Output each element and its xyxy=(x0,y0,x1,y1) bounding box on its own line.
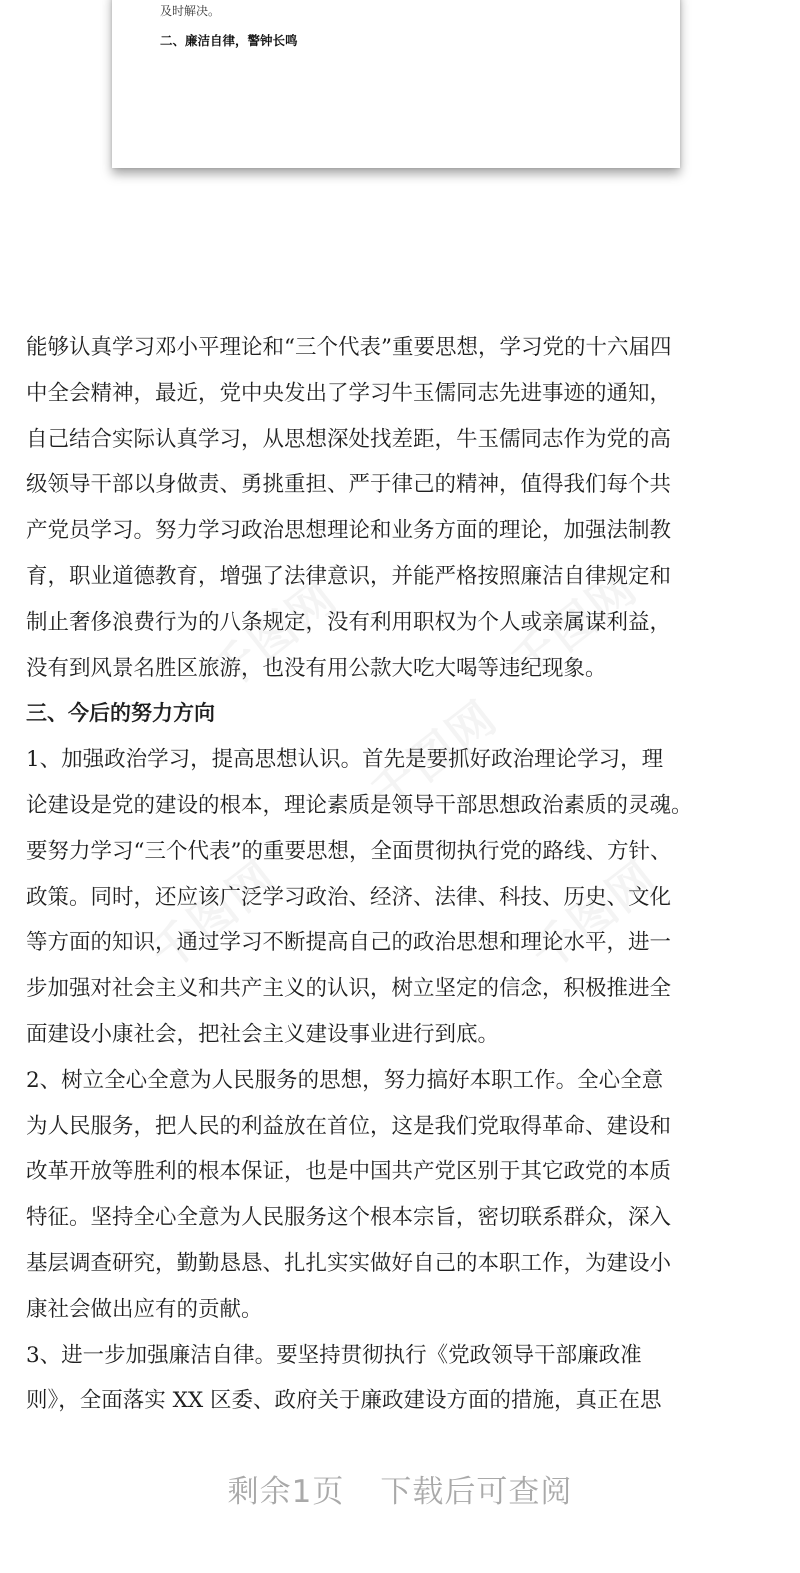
paragraph-line: 改革开放等胜利的根本保证，也是中国共产党区别于其它政党的本质 xyxy=(26,1159,672,1185)
paragraph-line: 政策。同时，还应该广泛学习政治、经济、法律、科技、历史、文化 xyxy=(26,884,672,910)
document-body xyxy=(26,325,786,1424)
paragraph-line: 育，职业道德教育，增强了法律意识，并能严格按照廉洁自律规定和 xyxy=(26,563,672,589)
paragraph-line: 为人民服务，把人民的利益放在首位，这是我们党取得革命、建设和 xyxy=(26,1113,672,1139)
paragraph-line: 3、进一步加强廉洁自律。要坚持贯彻执行《党政领导干部廉政准 xyxy=(26,1342,642,1368)
paragraph-line: 康社会做出应有的贡献。 xyxy=(26,1296,263,1322)
paragraph-line: 1、加强政治学习，提高思想认识。首先是要抓好政治理论学习，理 xyxy=(26,747,664,773)
remaining-pages-label: 剩余1页 xyxy=(227,1474,345,1510)
download-prompt-bar[interactable] xyxy=(0,1462,800,1522)
paragraph-line: 2、树立全心全意为人民服务的思想，努力搞好本职工作。全心全意 xyxy=(26,1067,664,1093)
page-preview-card xyxy=(112,0,680,168)
paragraph-line: 步加强对社会主义和共产主义的认识，树立坚定的信念，积极推进全 xyxy=(26,976,672,1002)
paragraph-line: 级领导干部以身做责、勇挑重担、严于律己的精神，值得我们每个共 xyxy=(26,472,672,498)
paragraph-line: 自己结合实际认真学习，从思想深处找差距，牛玉儒同志作为党的高 xyxy=(26,426,672,452)
paragraph-line: 则》，全面落实 XX 区委、政府关于廉政建设方面的措施，真正在思 xyxy=(26,1388,662,1414)
paragraph-line: 中全会精神，最近，党中央发出了学习牛玉儒同志先进事迹的通知， xyxy=(26,380,672,406)
preview-heading: 二、廉洁自律，警钟长鸣 xyxy=(160,33,298,48)
paragraph-line: 面建设小康社会，把社会主义建设事业进行到底。 xyxy=(26,1021,500,1047)
paragraph-line: 产党员学习。努力学习政治思想理论和业务方面的理论，加强法制教 xyxy=(26,518,672,544)
preview-text-line: 及时解决。 xyxy=(160,4,221,18)
paragraph-line: 能够认真学习邓小平理论和“三个代表”重要思想，学习党的十六届四 xyxy=(26,335,672,360)
paragraph-line: 等方面的知识，通过学习不断提高自己的政治思想和理论水平，进一 xyxy=(26,930,672,956)
paragraph-line: 论建设是党的建设的根本，理论素质是领导干部思想政治素质的灵魂。 xyxy=(26,792,693,818)
paragraph-line: 没有到风景名胜区旅游，也没有用公款大吃大喝等违纪现象。 xyxy=(26,655,607,681)
paragraph-line: 制止奢侈浪费行为的八条规定，没有利用职权为个人或亲属谋利益， xyxy=(26,609,672,635)
paragraph-line: 要努力学习“三个代表”的重要思想，全面贯彻执行党的路线、方针、 xyxy=(26,838,672,864)
section-heading: 三、今后的努力方向 xyxy=(26,701,215,726)
download-hint-label: 下载后可查阅 xyxy=(380,1474,573,1510)
paragraph-line: 特征。坚持全心全意为人民服务这个根本宗旨，密切联系群众，深入 xyxy=(26,1205,672,1231)
paragraph-line: 基层调查研究，勤勤恳恳、扎扎实实做好自己的本职工作，为建设小 xyxy=(26,1250,672,1276)
